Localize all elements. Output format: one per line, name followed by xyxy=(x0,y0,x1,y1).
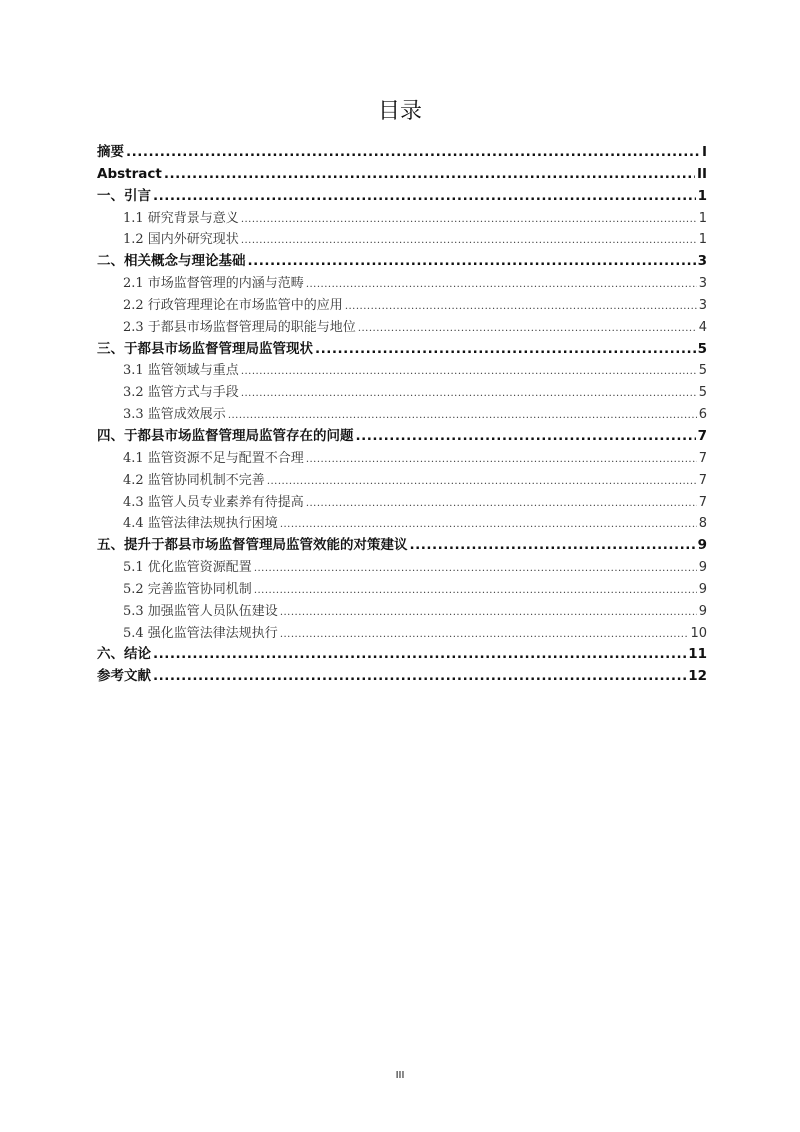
toc-entry[interactable] xyxy=(97,164,707,186)
toc-entry-page: 12 xyxy=(688,668,707,685)
toc-entry-page: 11 xyxy=(688,646,707,663)
toc-entry-label: 参考文献 xyxy=(97,668,151,685)
toc-entry-page: 7 xyxy=(698,450,707,466)
toc-entry-label: 2.3 于都县市场监督管理局的职能与地位 xyxy=(123,319,356,335)
toc-entry-page: 5 xyxy=(698,385,707,401)
toc-entry-label: 5.1 优化监管资源配置 xyxy=(123,560,252,576)
toc-entry-label: 5.3 加强监管人员队伍建设 xyxy=(123,603,278,619)
toc-entry[interactable] xyxy=(97,426,707,448)
dot-leader xyxy=(164,164,695,186)
dot-leader xyxy=(306,448,697,471)
toc-entry-page: 4 xyxy=(698,319,707,335)
toc-entry[interactable] xyxy=(97,142,707,164)
dot-leader xyxy=(241,360,697,383)
toc-entry-page: 3 xyxy=(698,276,707,292)
toc-entry[interactable] xyxy=(97,470,707,492)
toc-entry-label: 二、相关概念与理论基础 xyxy=(97,253,246,270)
toc-entry[interactable] xyxy=(97,666,707,688)
dot-leader xyxy=(241,229,697,252)
dot-leader xyxy=(126,142,700,164)
toc-entry[interactable] xyxy=(97,273,707,295)
toc-entry-label: 三、于都县市场监督管理局监管现状 xyxy=(97,340,313,357)
dot-leader xyxy=(241,382,697,405)
dot-leader xyxy=(358,317,697,340)
dot-leader xyxy=(280,513,697,536)
toc-entry[interactable] xyxy=(97,208,707,230)
toc-entry[interactable] xyxy=(97,579,707,601)
dot-leader xyxy=(248,251,696,273)
dot-leader xyxy=(345,295,697,318)
toc-entry[interactable] xyxy=(97,601,707,623)
toc-entry-label: 4.1 监管资源不足与配置不合理 xyxy=(123,450,304,466)
toc-entry[interactable] xyxy=(97,492,707,514)
toc-entry-label: 3.2 监管方式与手段 xyxy=(123,385,239,401)
toc-entry-label: 3.3 监管成效展示 xyxy=(123,407,226,423)
dot-leader xyxy=(267,470,697,493)
toc-entry-page: 9 xyxy=(697,537,707,554)
toc-entry-label: 5.4 强化监管法律法规执行 xyxy=(123,625,278,641)
toc-entry-page: 9 xyxy=(698,603,707,619)
toc-entry-label: 六、结论 xyxy=(97,646,151,663)
toc-entry-page: 1 xyxy=(698,232,707,248)
toc-entry-label: 2.1 市场监督管理的内涵与范畴 xyxy=(123,276,304,292)
dot-leader xyxy=(410,535,696,557)
toc-entry-label: 四、于都县市场监督管理局监管存在的问题 xyxy=(97,427,354,444)
toc-entry-page: 8 xyxy=(698,516,707,532)
toc-entry-page: 1 xyxy=(698,210,707,226)
toc-entry[interactable] xyxy=(97,623,707,645)
toc-entry-page: 9 xyxy=(698,581,707,597)
toc-entry-label: Abstract xyxy=(97,165,162,182)
toc-entry-page: I xyxy=(701,144,707,160)
dot-leader xyxy=(306,492,697,515)
toc-entry-page: 7 xyxy=(698,494,707,510)
table-of-contents xyxy=(97,142,707,688)
toc-entry[interactable] xyxy=(97,644,707,666)
toc-entry-page: 9 xyxy=(698,560,707,576)
toc-entry-label: 一、引言 xyxy=(97,187,151,204)
toc-entry[interactable] xyxy=(97,339,707,361)
toc-entry-label: 1.2 国内外研究现状 xyxy=(123,232,239,248)
toc-entry-page: 5 xyxy=(698,363,707,379)
toc-entry-page: 3 xyxy=(697,253,707,270)
toc-entry[interactable] xyxy=(97,251,707,273)
toc-entry-label: 4.2 监管协同机制不完善 xyxy=(123,472,265,488)
toc-entry[interactable] xyxy=(97,186,707,208)
toc-entry-label: 五、提升于都县市场监督管理局监管效能的对策建议 xyxy=(97,537,408,554)
dot-leader xyxy=(153,666,686,688)
toc-entry-page: 1 xyxy=(697,187,707,204)
toc-entry-page: II xyxy=(696,165,707,182)
dot-leader xyxy=(254,557,697,580)
dot-leader xyxy=(228,404,697,427)
dot-leader xyxy=(254,579,697,602)
toc-entry[interactable] xyxy=(97,513,707,535)
dot-leader xyxy=(306,273,697,296)
toc-entry[interactable] xyxy=(97,295,707,317)
toc-entry-page: 6 xyxy=(698,407,707,423)
toc-entry[interactable] xyxy=(97,557,707,579)
toc-entry[interactable] xyxy=(97,360,707,382)
dot-leader xyxy=(241,208,697,231)
toc-entry-page: 3 xyxy=(698,297,707,313)
toc-entry-label: 2.2 行政管理理论在市场监管中的应用 xyxy=(123,297,343,313)
toc-entry[interactable] xyxy=(97,448,707,470)
toc-entry-page: 5 xyxy=(697,340,707,357)
toc-entry[interactable] xyxy=(97,317,707,339)
toc-entry-label: 5.2 完善监管协同机制 xyxy=(123,581,252,597)
toc-entry[interactable] xyxy=(97,229,707,251)
toc-entry[interactable] xyxy=(97,535,707,557)
toc-entry-page: 7 xyxy=(697,427,707,444)
toc-entry-label: 摘要 xyxy=(97,144,124,160)
dot-leader xyxy=(315,339,696,361)
toc-entry-page: 7 xyxy=(698,472,707,488)
toc-entry-label: 1.1 研究背景与意义 xyxy=(123,210,239,226)
toc-title: 目录 xyxy=(377,99,422,124)
toc-entry-label: 4.3 监管人员专业素养有待提高 xyxy=(123,494,304,510)
dot-leader xyxy=(356,426,696,448)
page-number: III xyxy=(395,1070,405,1081)
dot-leader xyxy=(280,601,697,624)
dot-leader xyxy=(153,186,696,208)
dot-leader xyxy=(153,644,686,666)
toc-entry[interactable] xyxy=(97,382,707,404)
toc-entry[interactable] xyxy=(97,404,707,426)
toc-entry-page: 10 xyxy=(690,625,707,641)
toc-entry-label: 3.1 监管领域与重点 xyxy=(123,363,239,379)
toc-entry-label: 4.4 监管法律法规执行困境 xyxy=(123,516,278,532)
dot-leader xyxy=(280,623,689,646)
